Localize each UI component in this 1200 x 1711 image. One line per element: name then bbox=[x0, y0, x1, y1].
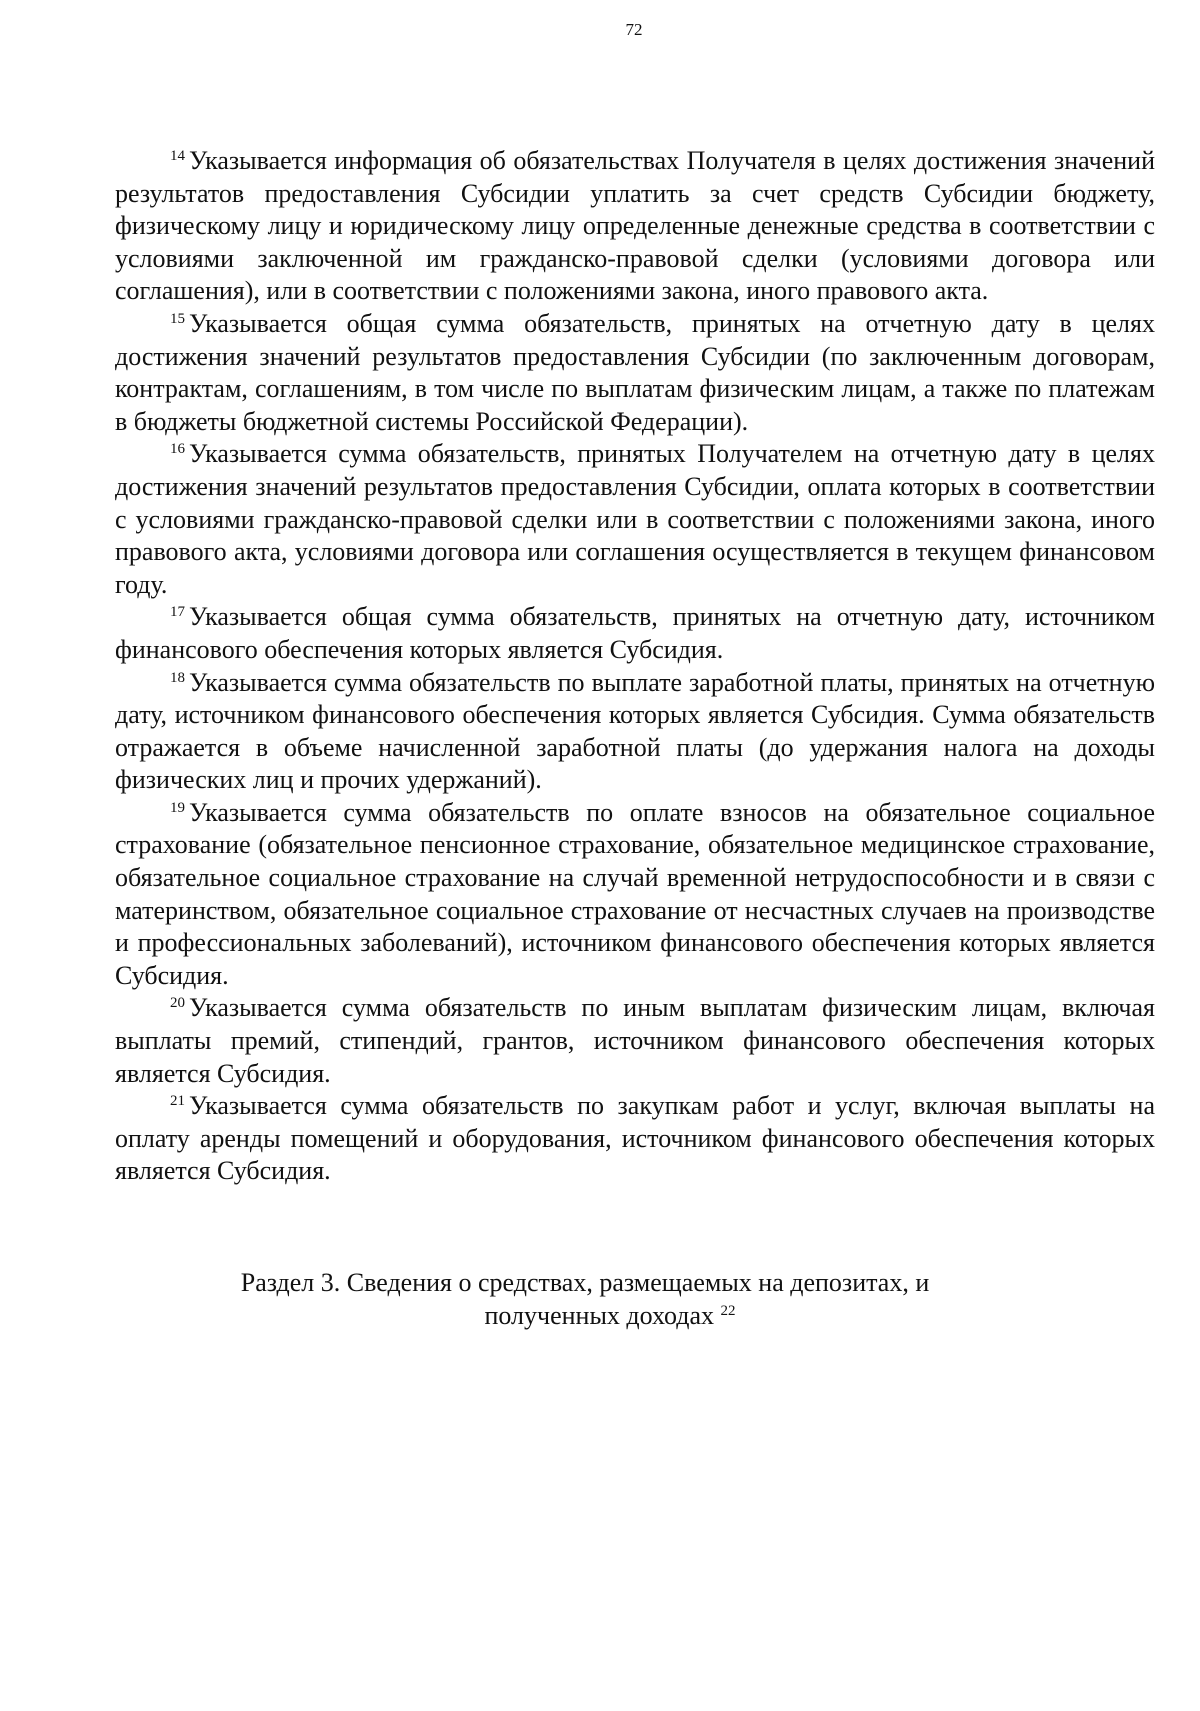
footnote-21 bbox=[115, 1090, 1155, 1188]
section-heading-line-2 bbox=[0, 1299, 1200, 1332]
footnote-marker: 19 bbox=[170, 799, 185, 816]
page-number: 72 bbox=[625, 20, 643, 39]
footnote-text: Указывается сумма обязательств по оплате взносов на обязательное социальное страхование (обязательное пенсионное страхование, обязательное медицинское страхование, обязательное социальное страхование на случай временной нетрудоспособности и в связи с материнством, обязательное социальное страхование от несчастных случаев на производстве и профессиональных заболеваний), источником финансового обеспечения которых является Субсидия. bbox=[115, 797, 1155, 990]
footnote-text: Указывается сумма обязательств по закупкам работ и услуг, включая выплаты на оплату аренды помещений и оборудования, источником финансового обеспечения которых является Субсидия. bbox=[115, 1091, 1155, 1186]
footnote-text: Указывается сумма обязательств, принятых Получателем на отчетную дату в целях достижения значений результатов предоставления Субсидии, оплата которых в соответствии с условиями гражданско-правовой сделки или в соответствии с положениями закона, иного правового акта, условиями договора или соглашения осуществляется в текущем финансовом году. bbox=[115, 439, 1155, 599]
footnote-text: Указывается сумма обязательств по иным выплатам физическим лицам, включая выплаты премий, стипендий, грантов, источником финансового обеспечения которых является Субсидия. bbox=[115, 993, 1155, 1088]
footnote-marker: 21 bbox=[170, 1093, 185, 1110]
footnote-18 bbox=[115, 667, 1155, 797]
footnote-marker: 18 bbox=[170, 669, 185, 686]
footnote-text: Указывается общая сумма обязательств, принятых на отчетную дату в целях достижения значений результатов предоставления Субсидии (по заключенным договорам, контрактам, соглашениям, в том числе по выплатам физическим лицам, а также по платежам в бюджеты бюджетной системы Российской Федерации). bbox=[115, 308, 1155, 436]
footnote-marker: 22 bbox=[720, 1303, 736, 1319]
footnote-marker: 14 bbox=[170, 148, 185, 164]
footnote-marker: 17 bbox=[170, 604, 185, 621]
footnote-marker: 20 bbox=[170, 995, 185, 1012]
footnote-text: Указывается сумма обязательств по выплате заработной платы, принятых на отчетную дату, источником финансового обеспечения которых является Субсидия. Сумма обязательств отражается в объеме начисленной заработной платы (до удержания налога на доходы физических лиц и прочих удержаний). bbox=[115, 667, 1155, 795]
footnote-20 bbox=[115, 992, 1155, 1090]
footnote-text: Указывается информация об обязательствах Получателя в целях достижения значений результатов предоставления Субсидии уплатить за счет средств Субсидии бюджету, физическому лицу и юридическому лицу определенные денежные средства в соответствии с условиями заключенной им гражданско-правовой сделки (условиями договора или соглашения), или в соответствии с положениями закона, иного правового акта. bbox=[115, 146, 1155, 306]
footnote-14 bbox=[115, 145, 1155, 308]
footnote-19 bbox=[115, 797, 1155, 993]
section-heading bbox=[0, 1266, 1200, 1332]
footnote-text: Указывается общая сумма обязательств, принятых на отчетную дату, источником финансового обеспечения которых является Субсидия. bbox=[115, 602, 1155, 664]
section-heading-line-2-text: полученных доходах bbox=[484, 1301, 715, 1330]
footnotes-list bbox=[115, 145, 1155, 1188]
section-heading-line-1: Раздел 3. Сведения о средствах, размещаемых на депозитах, и bbox=[240, 1268, 930, 1297]
footnote-17 bbox=[115, 601, 1155, 666]
footnote-15 bbox=[115, 308, 1155, 438]
footnote-marker: 15 bbox=[170, 310, 185, 327]
footnote-16 bbox=[115, 438, 1155, 601]
footnote-marker: 16 bbox=[170, 441, 185, 458]
